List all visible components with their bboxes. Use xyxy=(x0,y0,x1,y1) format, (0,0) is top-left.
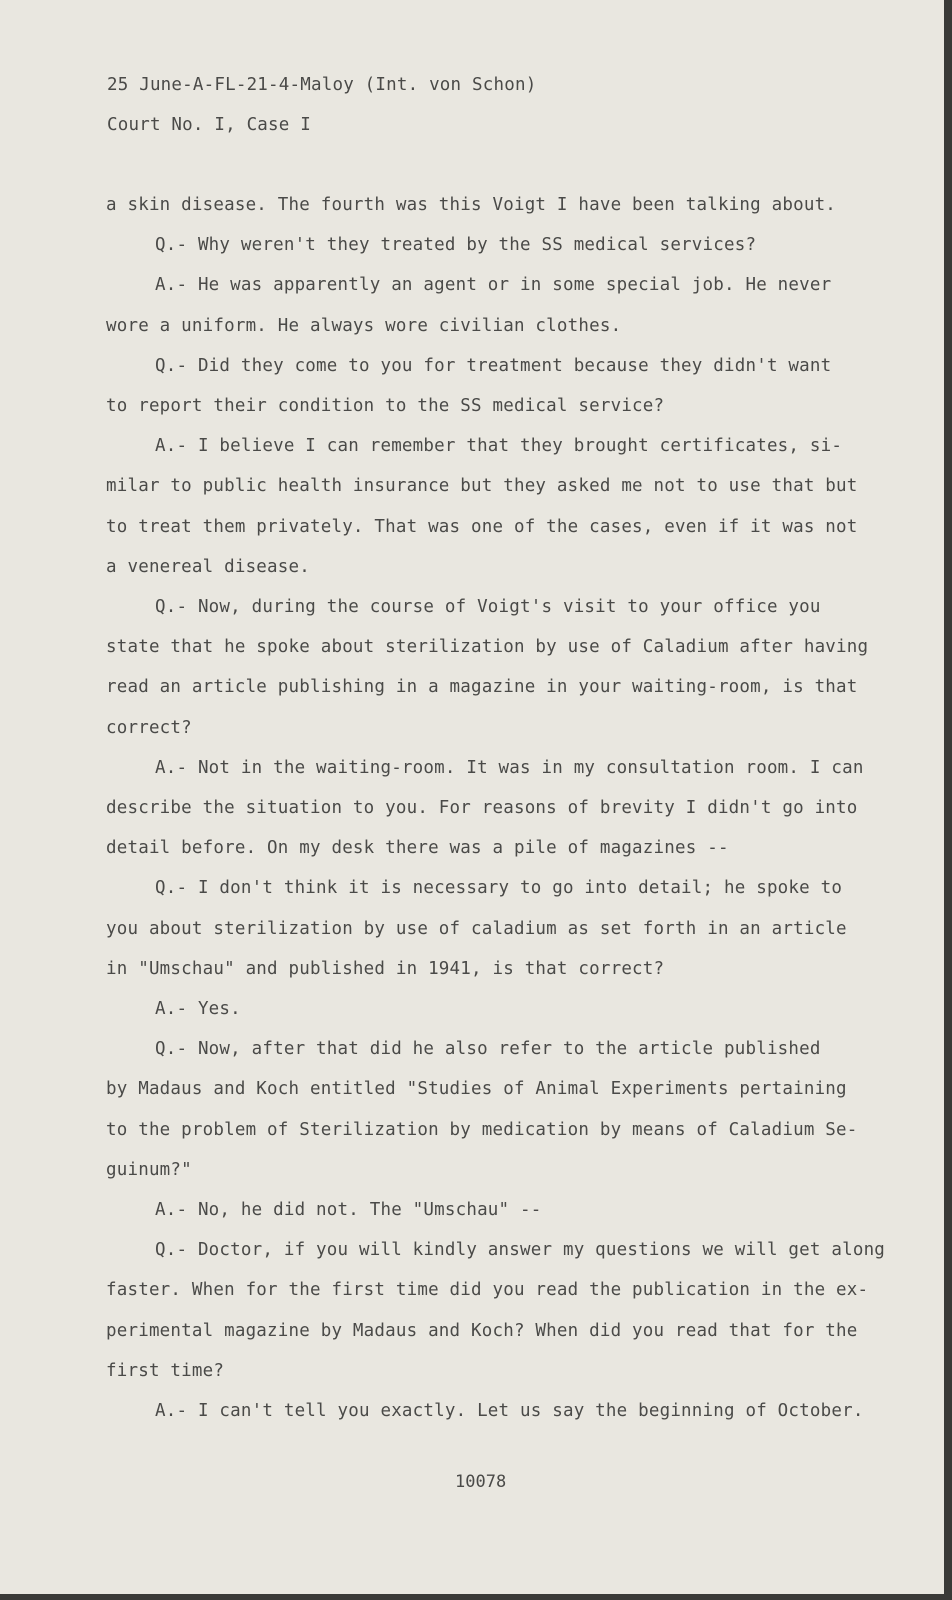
transcript-line: A.- Not in the waiting-room. It was in my consultation room. I can xyxy=(155,757,864,778)
header-court: Court No. I, Case I xyxy=(107,115,311,135)
transcript-line: Q.- Did they come to you for treatment because they didn't want xyxy=(155,355,832,376)
transcript-line: by Madaus and Koch entitled "Studies of Animal Experiments pertaining xyxy=(106,1079,847,1100)
transcript-line: Q.- Doctor, if you will kindly answer my questions we will get along xyxy=(155,1240,886,1261)
transcript-line: describe the situation to you. For reasons of brevity I didn't go into xyxy=(106,798,858,818)
transcript-line: in "Umschau" and published in 1941, is that correct? xyxy=(106,958,665,979)
transcript-line: Q.- Now, during the course of Voigt's visit to your office you xyxy=(155,597,821,617)
transcript-line: state that he spoke about sterilization by use of Caladium after having xyxy=(106,637,869,658)
transcript-line: perimental magazine by Madaus and Koch? When did you read that for the xyxy=(106,1320,858,1341)
transcript-line: detail before. On my desk there was a pile of magazines -- xyxy=(106,838,729,859)
page-number: 10078 xyxy=(455,1472,507,1492)
transcript-line: a venereal disease. xyxy=(106,556,310,577)
transcript-line: guinum?" xyxy=(106,1159,192,1180)
transcript-line: A.- I believe I can remember that they brought certificates, si- xyxy=(155,436,843,457)
transcript-line: correct? xyxy=(106,717,192,738)
transcript-line: A.- I can't tell you exactly. Let us say the beginning of October. xyxy=(155,1401,864,1421)
transcript-line: you about sterilization by use of caladium as set forth in an article xyxy=(106,918,847,939)
transcript-line: faster. When for the first time did you read the publication in the ex- xyxy=(106,1280,869,1301)
transcript-line: to the problem of Sterilization by medication by means of Caladium Se- xyxy=(106,1119,858,1140)
transcript-line: Q.- Now, after that did he also refer to the article published xyxy=(155,1039,821,1060)
transcript-line: first time? xyxy=(106,1360,225,1381)
transcript-line: to treat them privately. That was one of the cases, even if it was not xyxy=(106,516,858,537)
transcript-line: A.- Yes. xyxy=(155,999,241,1019)
header-reference: 25 June-A-FL-21-4-Maloy (Int. von Schon) xyxy=(107,75,537,95)
transcript-line: Q.- Why weren't they treated by the SS medical services? xyxy=(155,235,757,256)
transcript-line: read an article publishing in a magazine in your waiting-room, is that xyxy=(106,677,858,698)
transcript-line: wore a uniform. He always wore civilian clothes. xyxy=(106,315,622,336)
transcript-line: a skin disease. The fourth was this Voigt I have been talking about. xyxy=(106,195,837,215)
transcript-line: milar to public health insurance but they asked me not to use that but xyxy=(106,476,858,497)
transcript-line: A.- No, he did not. The "Umschau" -- xyxy=(155,1200,542,1220)
transcript-line: A.- He was apparently an agent or in some special job. He never xyxy=(155,275,832,296)
transcript-line: Q.- I don't think it is necessary to go into detail; he spoke to xyxy=(155,878,843,899)
transcript-line: to report their condition to the SS medical service? xyxy=(106,396,665,416)
